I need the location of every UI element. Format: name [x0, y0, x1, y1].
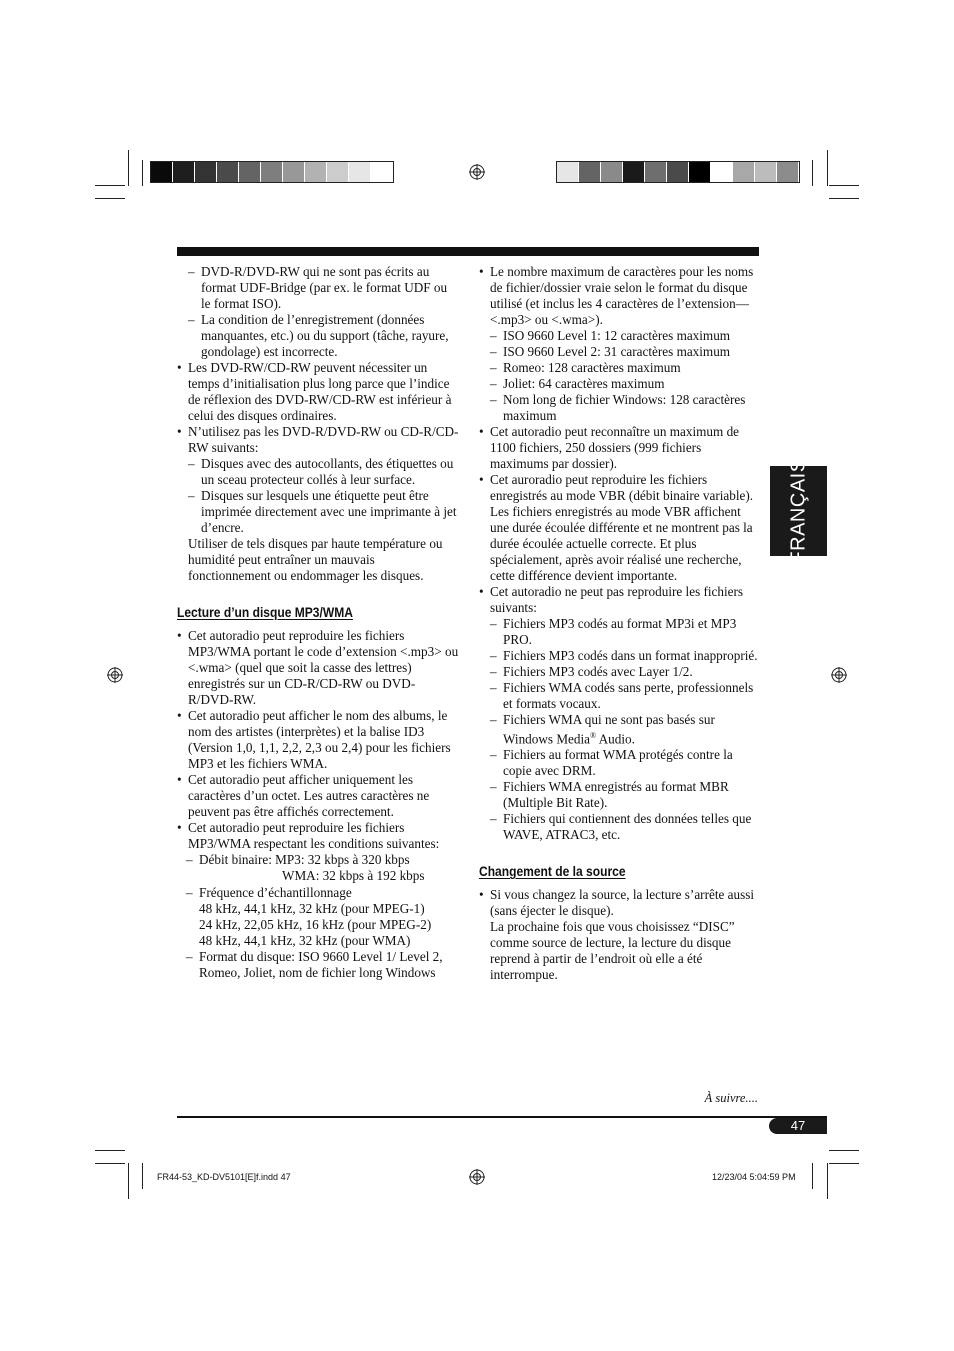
- bitrate-wma: WMA: 32 kbps à 192 kbps: [282, 868, 425, 883]
- color-swatch: [755, 162, 777, 182]
- color-swatch: [733, 162, 755, 182]
- section-heading-mp3-wma: Lecture d’un disque MP3/WMA: [177, 604, 353, 620]
- language-tab: FRANÇAIS: [770, 466, 827, 556]
- section-heading-source: Changement de la source: [479, 863, 626, 880]
- color-swatch: [777, 162, 799, 182]
- list-item: • Cet autoradio ne peut pas reproduire les fichiers suivants:: [479, 584, 761, 616]
- list-item: • Cet autoradio peut afficher uniquement les caractères d’un octet. Les autres caractères ne peuvent pas être affichés correctement.: [177, 772, 459, 820]
- footer-timestamp: 12/23/04 5:04:59 PM: [712, 1172, 796, 1182]
- list-item: – Fichiers MP3 codés au format MP3i et MP3 PRO.: [490, 616, 761, 648]
- color-swatch: [349, 162, 371, 182]
- footer-file: FR44-53_KD-DV5101[E]f.indd 47: [157, 1172, 291, 1182]
- list-item: – Fichiers WMA qui ne sont pas basés sur Windows Media® Audio.: [490, 712, 761, 747]
- list-item: • Cet autoradio peut reproduire les fichiers MP3/WMA portant le code d’extension <.mp3> ou <.wma> (quel que soit la casse des lettres) enregistrés sur un CD-R/CD-RW ou DVD-R/DVD-RW.: [177, 628, 459, 708]
- list-item: • Cet autoradio peut afficher le nom des albums, le nom des artistes (interprètes) et la balise ID3 (Version 1,0, 1,1, 2,2, 2,3 ou 2,4) pour les fichiers MP3 et les fichiers WMA.: [177, 708, 459, 772]
- color-swatch: [645, 162, 667, 182]
- list-item: • Cet autoradio peut reproduire les fichiers MP3/WMA respectant les conditions suivantes:: [177, 820, 459, 852]
- list-item-bitrate: [186, 852, 459, 884]
- paragraph: Les fichiers enregistrés au mode VBR affichent une durée écoulée différente et ne montrent pas la durée écoulée actuelle correcte. Et plus spécialement, après avoir réalisé une recherche, cette différence devient importante.: [490, 504, 753, 583]
- list-item: – Disques avec des autocollants, des étiquettes ou un sceau protecteur collés à leur surface.: [188, 456, 459, 488]
- color-bar-left: [150, 161, 394, 183]
- list-item: – Fichiers WMA codés sans perte, professionnels et formats vocaux.: [490, 680, 761, 712]
- list-item: – Disques sur lesquels une étiquette peut être imprimée directement avec une imprimante à jet d’encre.: [188, 488, 459, 536]
- color-swatch: [371, 162, 393, 182]
- list-item-sampling: [186, 885, 459, 949]
- bitrate-mp3: – Débit binaire: MP3: 32 kbps à 320 kbps: [199, 852, 410, 867]
- color-swatch: [239, 162, 261, 182]
- registration-mark-icon: [831, 667, 847, 683]
- sampling-mpeg1: 48 kHz, 44,1 kHz, 32 kHz (pour MPEG-1): [199, 901, 425, 916]
- color-swatch: [557, 162, 579, 182]
- list-item: – Romeo: 128 caractères maximum: [490, 360, 761, 376]
- list-item: – Fichiers MP3 codés dans un format inapproprié.: [490, 648, 761, 664]
- list-item: – Fichiers qui contiennent des données telles que WAVE, ATRAC3, etc.: [490, 811, 761, 843]
- registration-mark-icon: [469, 164, 485, 180]
- color-swatch: [601, 162, 623, 182]
- registration-mark-icon: [107, 667, 123, 683]
- sampling-title: – Fréquence d’échantillonnage: [199, 885, 352, 900]
- right-column: [479, 264, 761, 983]
- list-item: – DVD-R/DVD-RW qui ne sont pas écrits au format UDF-Bridge (par ex. le format UDF ou le format ISO).: [188, 264, 459, 312]
- list-item: – La condition de l’enregistrement (données manquantes, etc.) ou du support (tâche, rayure, gondolage) est incorrecte.: [188, 312, 459, 360]
- list-item: – Nom long de fichier Windows: 128 caractères maximum: [490, 392, 761, 424]
- list-item: • N’utilisez pas les DVD-R/DVD-RW ou CD-R/CD-RW suivants:: [177, 424, 459, 456]
- color-swatch: [579, 162, 601, 182]
- color-swatch: [667, 162, 689, 182]
- color-swatch: [195, 162, 217, 182]
- color-bar-right: [556, 161, 800, 183]
- list-item: – ISO 9660 Level 1: 12 caractères maximum: [490, 328, 761, 344]
- page-number-badge: [769, 1118, 827, 1134]
- color-swatch: [711, 162, 733, 182]
- list-item: • Les DVD-RW/CD-RW peuvent nécessiter un temps d’initialisation plus long parce que l’indice de réflexion des DVD-RW/CD-RW est inférieur à celui des disques ordinaires.: [177, 360, 459, 424]
- color-swatch: [173, 162, 195, 182]
- color-swatch: [327, 162, 349, 182]
- list-item: • Cet auroradio peut reproduire les fichiers enregistrés au mode VBR (débit binaire variable).: [479, 472, 761, 504]
- color-swatch: [283, 162, 305, 182]
- color-swatch: [217, 162, 239, 182]
- sampling-mpeg2: 24 kHz, 22,05 kHz, 16 kHz (pour MPEG-2): [199, 917, 432, 932]
- page-number: 47: [790, 1118, 806, 1133]
- color-swatch: [305, 162, 327, 182]
- list-item: – Fichiers WMA enregistrés au format MBR (Multiple Bit Rate).: [490, 779, 761, 811]
- list-item: • Si vous changez la source, la lecture s’arrête aussi (sans éjecter le disque).: [479, 887, 761, 919]
- header-rule: [177, 247, 759, 256]
- sampling-wma: 48 kHz, 44,1 kHz, 32 kHz (pour WMA): [199, 933, 411, 948]
- color-swatch: [689, 162, 711, 182]
- continue-label: À suivre....: [704, 1091, 758, 1105]
- color-swatch: [623, 162, 645, 182]
- paragraph: La prochaine fois que vous choisissez “DISC” comme source de lecture, la lecture du disque reprend à partir de l’endroit où elle a été interrompue.: [490, 919, 735, 983]
- list-item: • Le nombre maximum de caractères pour les noms de fichier/dossier vraie selon le format du disque utilisé (et inclus les 4 caractères de l’extension—<.mp3> ou <.wma>).: [479, 264, 761, 328]
- color-swatch: [151, 162, 173, 182]
- list-item: – Fichiers au format WMA protégés contre la copie avec DRM.: [490, 747, 761, 779]
- left-column: [177, 264, 459, 981]
- footer-rule: [177, 1116, 827, 1118]
- paragraph: Utiliser de tels disques par haute température ou humidité peut entraîner un mauvais fonctionnement ou endommager les disques.: [188, 536, 443, 583]
- color-swatch: [261, 162, 283, 182]
- list-item: • Cet autoradio peut reconnaître un maximum de 1100 fichiers, 250 dossiers (999 fichiers maximums par dossier).: [479, 424, 761, 472]
- list-item: – Format du disque: ISO 9660 Level 1/ Level 2, Romeo, Joliet, nom de fichier long Windows: [186, 949, 459, 981]
- list-item: – Joliet: 64 caractères maximum: [490, 376, 761, 392]
- registration-mark-icon: [469, 1169, 485, 1185]
- list-item: – ISO 9660 Level 2: 31 caractères maximum: [490, 344, 761, 360]
- list-item: – Fichiers MP3 codés avec Layer 1/2.: [490, 664, 761, 680]
